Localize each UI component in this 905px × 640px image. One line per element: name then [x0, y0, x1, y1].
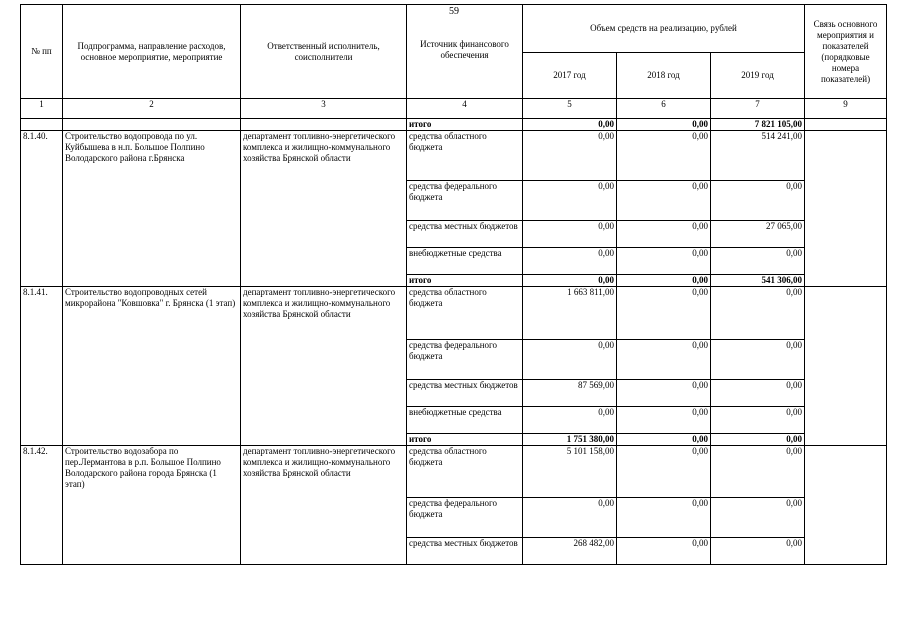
source-cell: внебюджетные средства — [407, 248, 523, 275]
index-cell: 1 — [21, 99, 63, 119]
header-year-2018: 2018 год — [617, 53, 711, 99]
index-cell: 7 — [711, 99, 805, 119]
value-2019: 541 306,00 — [711, 275, 805, 287]
value-2019: 0,00 — [711, 181, 805, 221]
value-2019: 27 065,00 — [711, 221, 805, 248]
value-2019: 0,00 — [711, 407, 805, 434]
value-2018: 0,00 — [617, 275, 711, 287]
value-2019: 0,00 — [711, 446, 805, 498]
source-cell: средства местных бюджетов — [407, 538, 523, 565]
header-executor: Ответственный исполнитель, соисполнители — [241, 5, 407, 99]
source-cell: средства федерального бюджета — [407, 340, 523, 380]
value-2017: 0,00 — [523, 248, 617, 275]
page-number: 59 — [449, 6, 459, 17]
table-row — [21, 446, 887, 498]
item-number: 8.1.40. — [21, 131, 63, 287]
source-cell: средства федерального бюджета — [407, 498, 523, 538]
header-volume: Объем средств на реализацию, рублей — [523, 5, 805, 53]
value-2017: 0,00 — [523, 181, 617, 221]
value-2017: 1 751 380,00 — [523, 434, 617, 446]
value-2019: 0,00 — [711, 248, 805, 275]
table-row — [21, 119, 887, 131]
link-cell — [805, 446, 887, 565]
index-cell: 4 — [407, 99, 523, 119]
table-row — [21, 131, 887, 181]
value-2018: 0,00 — [617, 498, 711, 538]
header-year-2019: 2019 год — [711, 53, 805, 99]
value-2017: 0,00 — [523, 407, 617, 434]
index-cell: 5 — [523, 99, 617, 119]
source-cell: средства местных бюджетов — [407, 380, 523, 407]
value-2017: 0,00 — [523, 131, 617, 181]
value-2019: 0,00 — [711, 498, 805, 538]
link-cell — [805, 131, 887, 287]
index-cell: 6 — [617, 99, 711, 119]
value-2019: 0,00 — [711, 340, 805, 380]
source-cell: итого — [407, 275, 523, 287]
funding-table — [20, 4, 887, 565]
header-year-2017: 2017 год — [523, 53, 617, 99]
item-name: Строительство водопроводных сетей микрорайона "Ковшовка" г. Брянска (1 этап) — [63, 287, 241, 446]
value-2018: 0,00 — [617, 538, 711, 565]
item-executor: департамент топливно-энергетического комплекса и жилищно-коммунального хозяйства Брянской области — [241, 131, 407, 287]
item-executor: департамент топливно-энергетического комплекса и жилищно-коммунального хозяйства Брянской области — [241, 446, 407, 565]
value-2017: 0,00 — [523, 221, 617, 248]
value-2017: 1 663 811,00 — [523, 287, 617, 340]
value-2018: 0,00 — [617, 181, 711, 221]
source-cell: средства областного бюджета — [407, 131, 523, 181]
source-cell: средства областного бюджета — [407, 446, 523, 498]
value-2018: 0,00 — [617, 434, 711, 446]
header-link: Связь основного мероприятия и показателей (порядковые номера показателей) — [805, 5, 887, 99]
header-source: Источник финансового обеспечения — [407, 5, 523, 99]
value-2017: 0,00 — [523, 275, 617, 287]
value-2017: 5 101 158,00 — [523, 446, 617, 498]
item-number: 8.1.42. — [21, 446, 63, 565]
header-num: № пп — [21, 5, 63, 99]
value-2018: 0,00 — [617, 340, 711, 380]
link-cell — [805, 287, 887, 446]
value-2017: 268 482,00 — [523, 538, 617, 565]
index-row — [21, 99, 887, 119]
value-2017: 0,00 — [523, 119, 617, 131]
value-2018: 0,00 — [617, 380, 711, 407]
source-cell: средства федерального бюджета — [407, 181, 523, 221]
value-2017: 0,00 — [523, 340, 617, 380]
value-2019: 0,00 — [711, 538, 805, 565]
value-2018: 0,00 — [617, 119, 711, 131]
source-cell: внебюджетные средства — [407, 407, 523, 434]
index-cell: 2 — [63, 99, 241, 119]
header-program: Подпрограмма, направление расходов, основное мероприятие, мероприятие — [63, 5, 241, 99]
table-row — [21, 287, 887, 340]
source-cell: итого — [407, 119, 523, 131]
source-cell: средства областного бюджета — [407, 287, 523, 340]
index-cell: 3 — [241, 99, 407, 119]
item-executor: департамент топливно-энергетического комплекса и жилищно-коммунального хозяйства Брянской области — [241, 287, 407, 446]
value-2019: 0,00 — [711, 380, 805, 407]
value-2019: 0,00 — [711, 287, 805, 340]
value-2019: 0,00 — [711, 434, 805, 446]
value-2017: 0,00 — [523, 498, 617, 538]
value-2018: 0,00 — [617, 407, 711, 434]
source-cell: средства местных бюджетов — [407, 221, 523, 248]
index-cell: 9 — [805, 99, 887, 119]
item-name: Строительство водозабора по пер.Лермантова в р.п. Большое Полпино Володарского района города Брянска (1 этап) — [63, 446, 241, 565]
value-2017: 87 569,00 — [523, 380, 617, 407]
value-2019: 7 821 105,00 — [711, 119, 805, 131]
value-2018: 0,00 — [617, 248, 711, 275]
value-2018: 0,00 — [617, 446, 711, 498]
value-2018: 0,00 — [617, 287, 711, 340]
item-number: 8.1.41. — [21, 287, 63, 446]
value-2018: 0,00 — [617, 131, 711, 181]
item-name: Строительство водопровода по ул. Куйбышева в н.п. Большое Полпино Володарского района г.Брянска — [63, 131, 241, 287]
value-2018: 0,00 — [617, 221, 711, 248]
value-2019: 514 241,00 — [711, 131, 805, 181]
source-cell: итого — [407, 434, 523, 446]
